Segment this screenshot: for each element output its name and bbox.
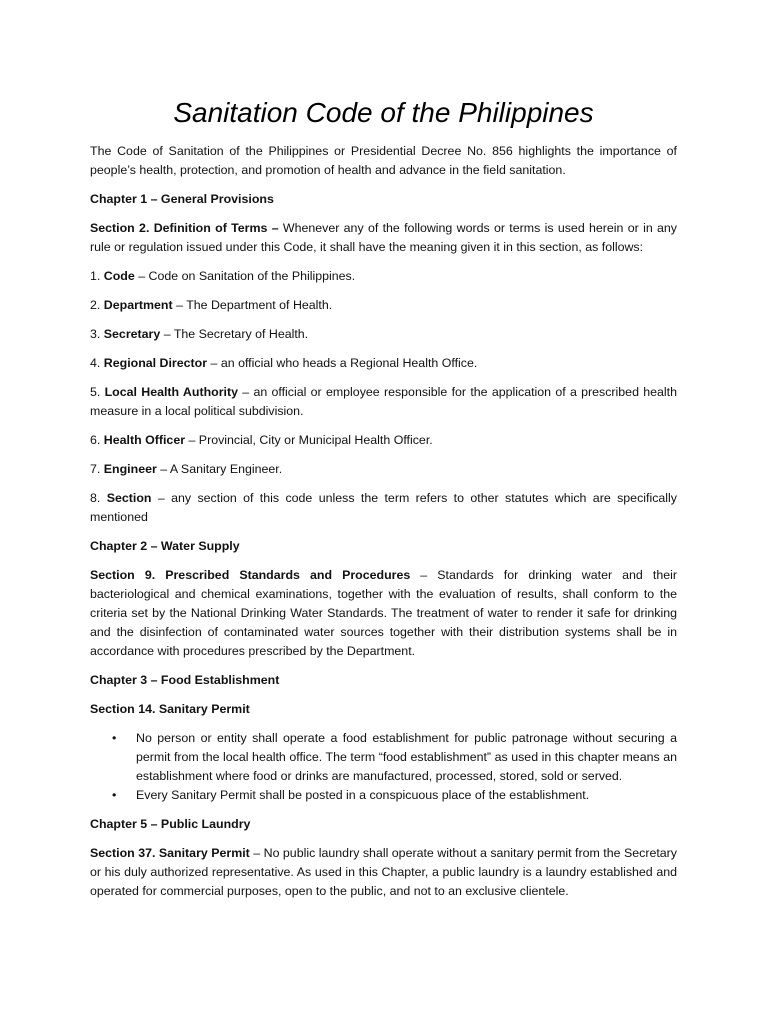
- term-item: [90, 431, 677, 450]
- term-definition: – Provincial, City or Municipal Health Officer.: [185, 433, 433, 447]
- section-37-text: – No public laundry shall operate without a sanitary permit from the Secretary or his duly authorized representative. As used in this Chapter, a public laundry is a laundry established and operated for commercial purposes, open to the public, and not to an exclusive clientele.: [90, 846, 677, 898]
- term-number: 5.: [90, 385, 105, 399]
- list-item: [90, 786, 677, 805]
- term-name: Engineer: [103, 462, 157, 476]
- term-item: [90, 489, 677, 527]
- section-9-text: – Standards for drinking water and their bacteriological and chemical examinations, together with the evaluation of results, shall conform to the criteria set by the National Drinking Water Standards. The treatment of water to render it safe for drinking and the disinfection of contaminated water sources together with their distribution systems shall be in accordance with procedures prescribed by the Department.: [90, 568, 677, 658]
- term-item: [90, 325, 677, 344]
- term-name: Department: [103, 298, 173, 312]
- intro-paragraph: The Code of Sanitation of the Philippines or Presidential Decree No. 856 highlights the importance of people’s health, protection, and promotion of health and advance in the field sanitation.: [90, 144, 677, 177]
- sanitary-permit-list: [90, 729, 677, 805]
- term-item: [90, 296, 677, 315]
- term-number: 4.: [90, 356, 104, 370]
- term-number: 8.: [90, 491, 107, 505]
- section-2-paragraph: [90, 219, 677, 257]
- term-definition: – Code on Sanitation of the Philippines.: [134, 269, 356, 283]
- term-name: Section: [106, 491, 152, 505]
- section-9-label: Section 9. Prescribed Standards and Procedures: [90, 568, 411, 582]
- section-37-label: Section 37. Sanitary Permit: [90, 846, 250, 860]
- term-item: [90, 383, 677, 421]
- term-name: Health Officer: [103, 433, 186, 447]
- list-item-text: No person or entity shall operate a food establishment for public patronage without securing a permit from the local health office. The term “food establishment” as used in this chapter means an establishment where food or drinks are manufactured, processed, stored, sold or served.: [136, 731, 677, 783]
- chapter-2-heading: Chapter 2 – Water Supply: [90, 539, 240, 553]
- section-2-label: Section 2. Definition of Terms –: [90, 221, 279, 235]
- term-item: [90, 267, 677, 286]
- bullet-icon: •: [112, 788, 117, 802]
- chapter-3-heading: Chapter 3 – Food Establishment: [90, 673, 280, 687]
- term-definition: – an official who heads a Regional Health Office.: [207, 356, 478, 370]
- list-item-text: Every Sanitary Permit shall be posted in a conspicuous place of the establishment.: [136, 788, 590, 802]
- term-item: [90, 460, 677, 479]
- bullet-icon: •: [112, 731, 117, 745]
- term-definition: – any section of this code unless the term refers to other statutes which are specifically mentioned: [90, 491, 678, 524]
- term-name: Local Health Authority: [104, 385, 238, 399]
- document-page: [90, 96, 677, 911]
- section-9-paragraph: [90, 566, 677, 661]
- section-14-heading: Section 14. Sanitary Permit: [90, 702, 250, 716]
- term-definition: – A Sanitary Engineer.: [156, 462, 283, 476]
- term-number: 7.: [90, 462, 104, 476]
- term-name: Secretary: [103, 327, 161, 341]
- term-definition: – The Secretary of Health.: [160, 327, 309, 341]
- list-item: [90, 729, 677, 786]
- term-number: 1.: [90, 269, 104, 283]
- term-item: [90, 354, 677, 373]
- term-name: Regional Director: [103, 356, 208, 370]
- term-definition: – The Department of Health.: [172, 298, 333, 312]
- chapter-1-heading: Chapter 1 – General Provisions: [90, 192, 274, 206]
- section-37-paragraph: [90, 844, 677, 901]
- term-number: 6.: [90, 433, 104, 447]
- term-number: 3.: [90, 327, 104, 341]
- term-definition: – an official or employee responsible for the application of a prescribed health measure in a local political subdivision.: [90, 385, 678, 418]
- term-number: 2.: [90, 298, 104, 312]
- term-name: Code: [103, 269, 135, 283]
- section-2-text: Whenever any of the following words or terms is used herein or in any rule or regulation issued under this Code, it shall have the meaning given it in this section, as follows:: [90, 221, 677, 254]
- document-title: Sanitation Code of the Philippines: [173, 97, 594, 128]
- chapter-5-heading: Chapter 5 – Public Laundry: [90, 817, 251, 831]
